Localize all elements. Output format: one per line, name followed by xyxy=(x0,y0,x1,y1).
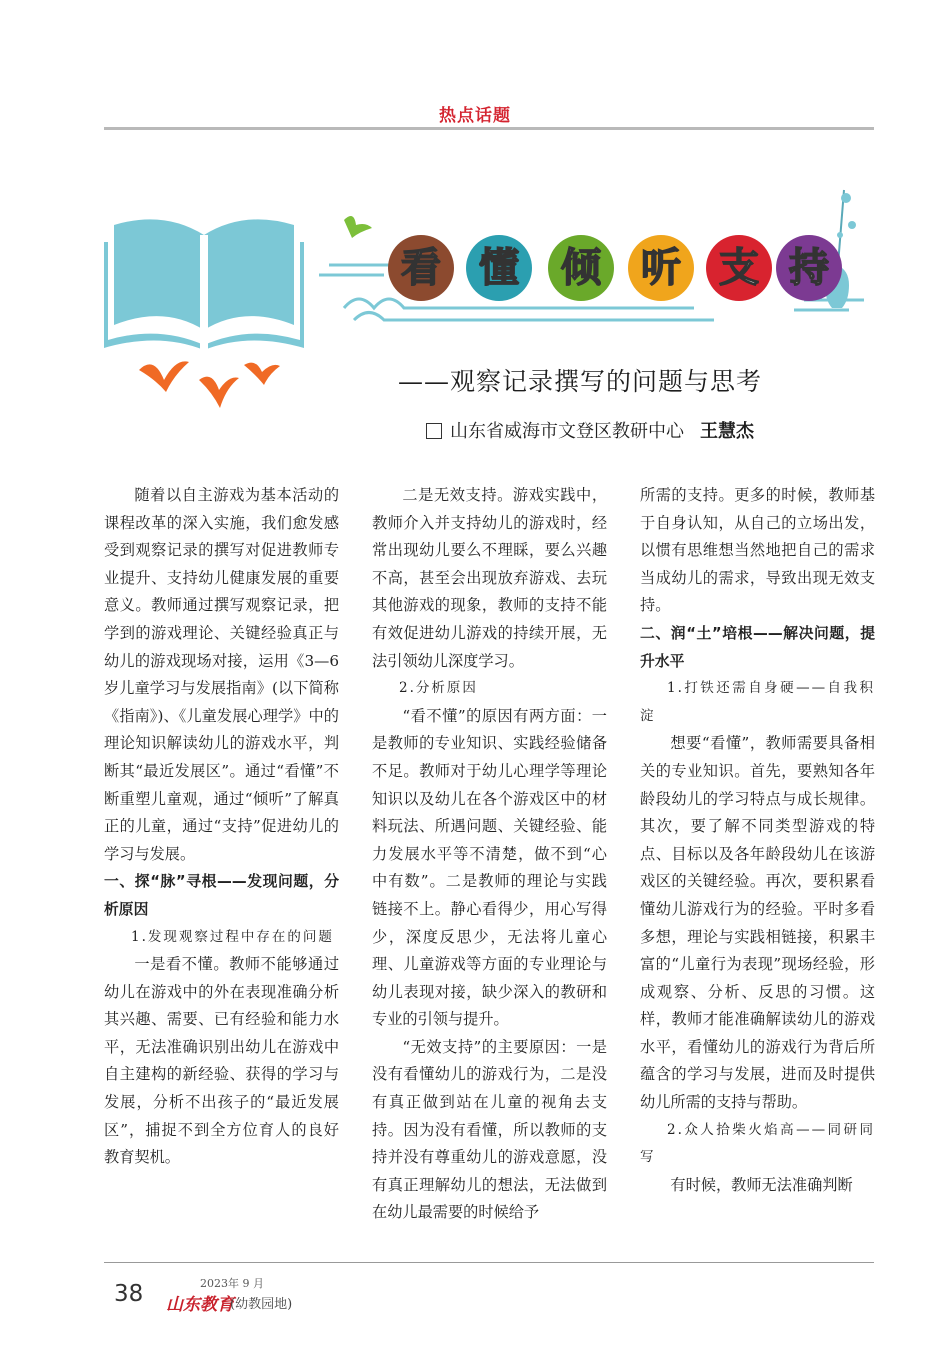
body-paragraph: “看不懂”的原因有两方面：一是教师的专业知识、实践经验储备不足。教师对于幼儿心理学等理论知识以及幼儿在各个游戏区中的材料玩法、所遇问题、关键经验、能力发展水平等不清楚，做不到“心中有数”。二是教师的理论与实践链接不上。静心看得少，用心写得少，深度反思少，无法将儿童心理、儿童游戏等方面的专业理论与幼儿表现对接，缺少深入的教研和专业的引领与提升。 xyxy=(372,706,607,1029)
open-book-icon xyxy=(104,219,304,350)
magazine-edition: (幼教园地) xyxy=(230,1297,293,1312)
title-char: 看 xyxy=(388,235,454,301)
sub-heading: 1.打铁还需自身硬——自我积淀 xyxy=(640,680,875,724)
title-char: 持 xyxy=(776,235,842,301)
body-paragraph: “无效支持”的主要原因：一是没有看懂幼儿的游戏行为，二是没有真正做到站在儿童的视角去支持。因为没有看懂，所以教师的支持并没有尊重幼儿的游戏意愿，没有真正理解幼儿的想法，无法做到在幼儿最需要的时候给予 xyxy=(372,1037,607,1222)
body-paragraph: 有时候，教师无法准确判断 xyxy=(670,1175,853,1194)
footer-rule xyxy=(104,1262,874,1263)
green-bird-icon xyxy=(344,216,372,238)
author-affiliation: 山东省威海市文登区教研中心 xyxy=(450,421,684,442)
text-column-1 xyxy=(104,482,339,1172)
magazine-logo: 山东教育 xyxy=(166,1295,234,1315)
body-paragraph: 一是看不懂。教师不能够通过幼儿在游戏中的外在表现准确分析其兴趣、需要、已有经验和能力水平，无法准确识别出幼儿在游戏中自主建构的新经验、获得的学习与发展，分析不出孩子的“最近发展区”，捕捉不到全方位育人的良好教育契机。 xyxy=(104,955,339,1167)
section-heading: 一、探“脉”寻根——发现问题，分析原因 xyxy=(104,873,339,918)
orange-birds-icon xyxy=(139,361,280,408)
section-title: 热点话题 xyxy=(439,106,511,126)
title-char: 倾 xyxy=(548,235,614,301)
author-name: 王慧杰 xyxy=(700,421,754,442)
header-rule xyxy=(104,127,874,130)
issue-date: 2023年 9 月 xyxy=(200,1277,264,1290)
page-number: 38 xyxy=(114,1281,144,1307)
sub-heading: 2.众人拾柴火焰高——同研同写 xyxy=(640,1121,875,1166)
section-heading: 二、润“土”培根——解决问题，提升水平 xyxy=(640,624,875,670)
body-paragraph: 想要“看懂”，教师需要具备相关的专业知识。首先，要熟知各年龄段幼儿的学习特点与成长规律。其次，要了解不同类型游戏的特点、目标以及各年龄段幼儿在该游戏区的关键经验。再次，要积累看懂幼儿游戏行为的经验。平时多看多想，理论与实践相链接，积累丰富的“儿童行为表现”现场经验，形成观察、分析、反思的习惯。这样，教师才能准确解读幼儿的游戏水平，看懂幼儿的游戏行为背后所蕴含的学习与发展，进而及时提供幼儿所需的支持与帮助。 xyxy=(640,734,875,1112)
title-char: 听 xyxy=(628,235,694,301)
body-paragraph: 随着以自主游戏为基本活动的课程改革的深入实施，我们愈发感受到观察记录的撰写对促进教师专业提升、支持幼儿健康发展的重要意义。教师通过撰写观察记录，把学到的游戏理论、关键经验真正与幼儿的游戏现场对接，运用《3—6岁儿童学习与发展指南》(以下简称《指南》)、《儿童发展心理学》中的理论知识解读幼儿的游戏水平，判断其“最近发展区”。通过“看懂”不断重塑儿童观，通过“倾听”了解真正的儿童，通过“支持”促进幼儿的学习与发展。 xyxy=(104,486,339,863)
body-paragraph: 二是无效支持。游戏实践中，教师介入并支持幼儿的游戏时，经常出现幼儿要么不理睬，要么兴趣不高，甚至会出现放弃游戏、去玩其他游戏的现象，教师的支持不能有效促进幼儿游戏的持续开展，无法引领幼儿深度学习。 xyxy=(372,486,607,670)
sub-heading: 2.分析原因 xyxy=(399,680,478,697)
title-char: 懂 xyxy=(466,235,532,301)
byline xyxy=(426,417,754,443)
text-column-3 xyxy=(640,482,875,1199)
article-subtitle: ——观察记录撰写的问题与思考 xyxy=(398,367,763,396)
checkbox-square-icon xyxy=(426,423,442,439)
text-column-2 xyxy=(372,482,607,1227)
body-paragraph: 所需的支持。更多的时候，教师基于自身认知，从自己的立场出发，以惯有思维想当然地把自己的需求当成幼儿的需求，导致出现无效支持。 xyxy=(640,486,875,615)
sub-heading: 1.发现观察过程中存在的问题 xyxy=(131,928,334,945)
title-char: 支 xyxy=(706,235,772,301)
